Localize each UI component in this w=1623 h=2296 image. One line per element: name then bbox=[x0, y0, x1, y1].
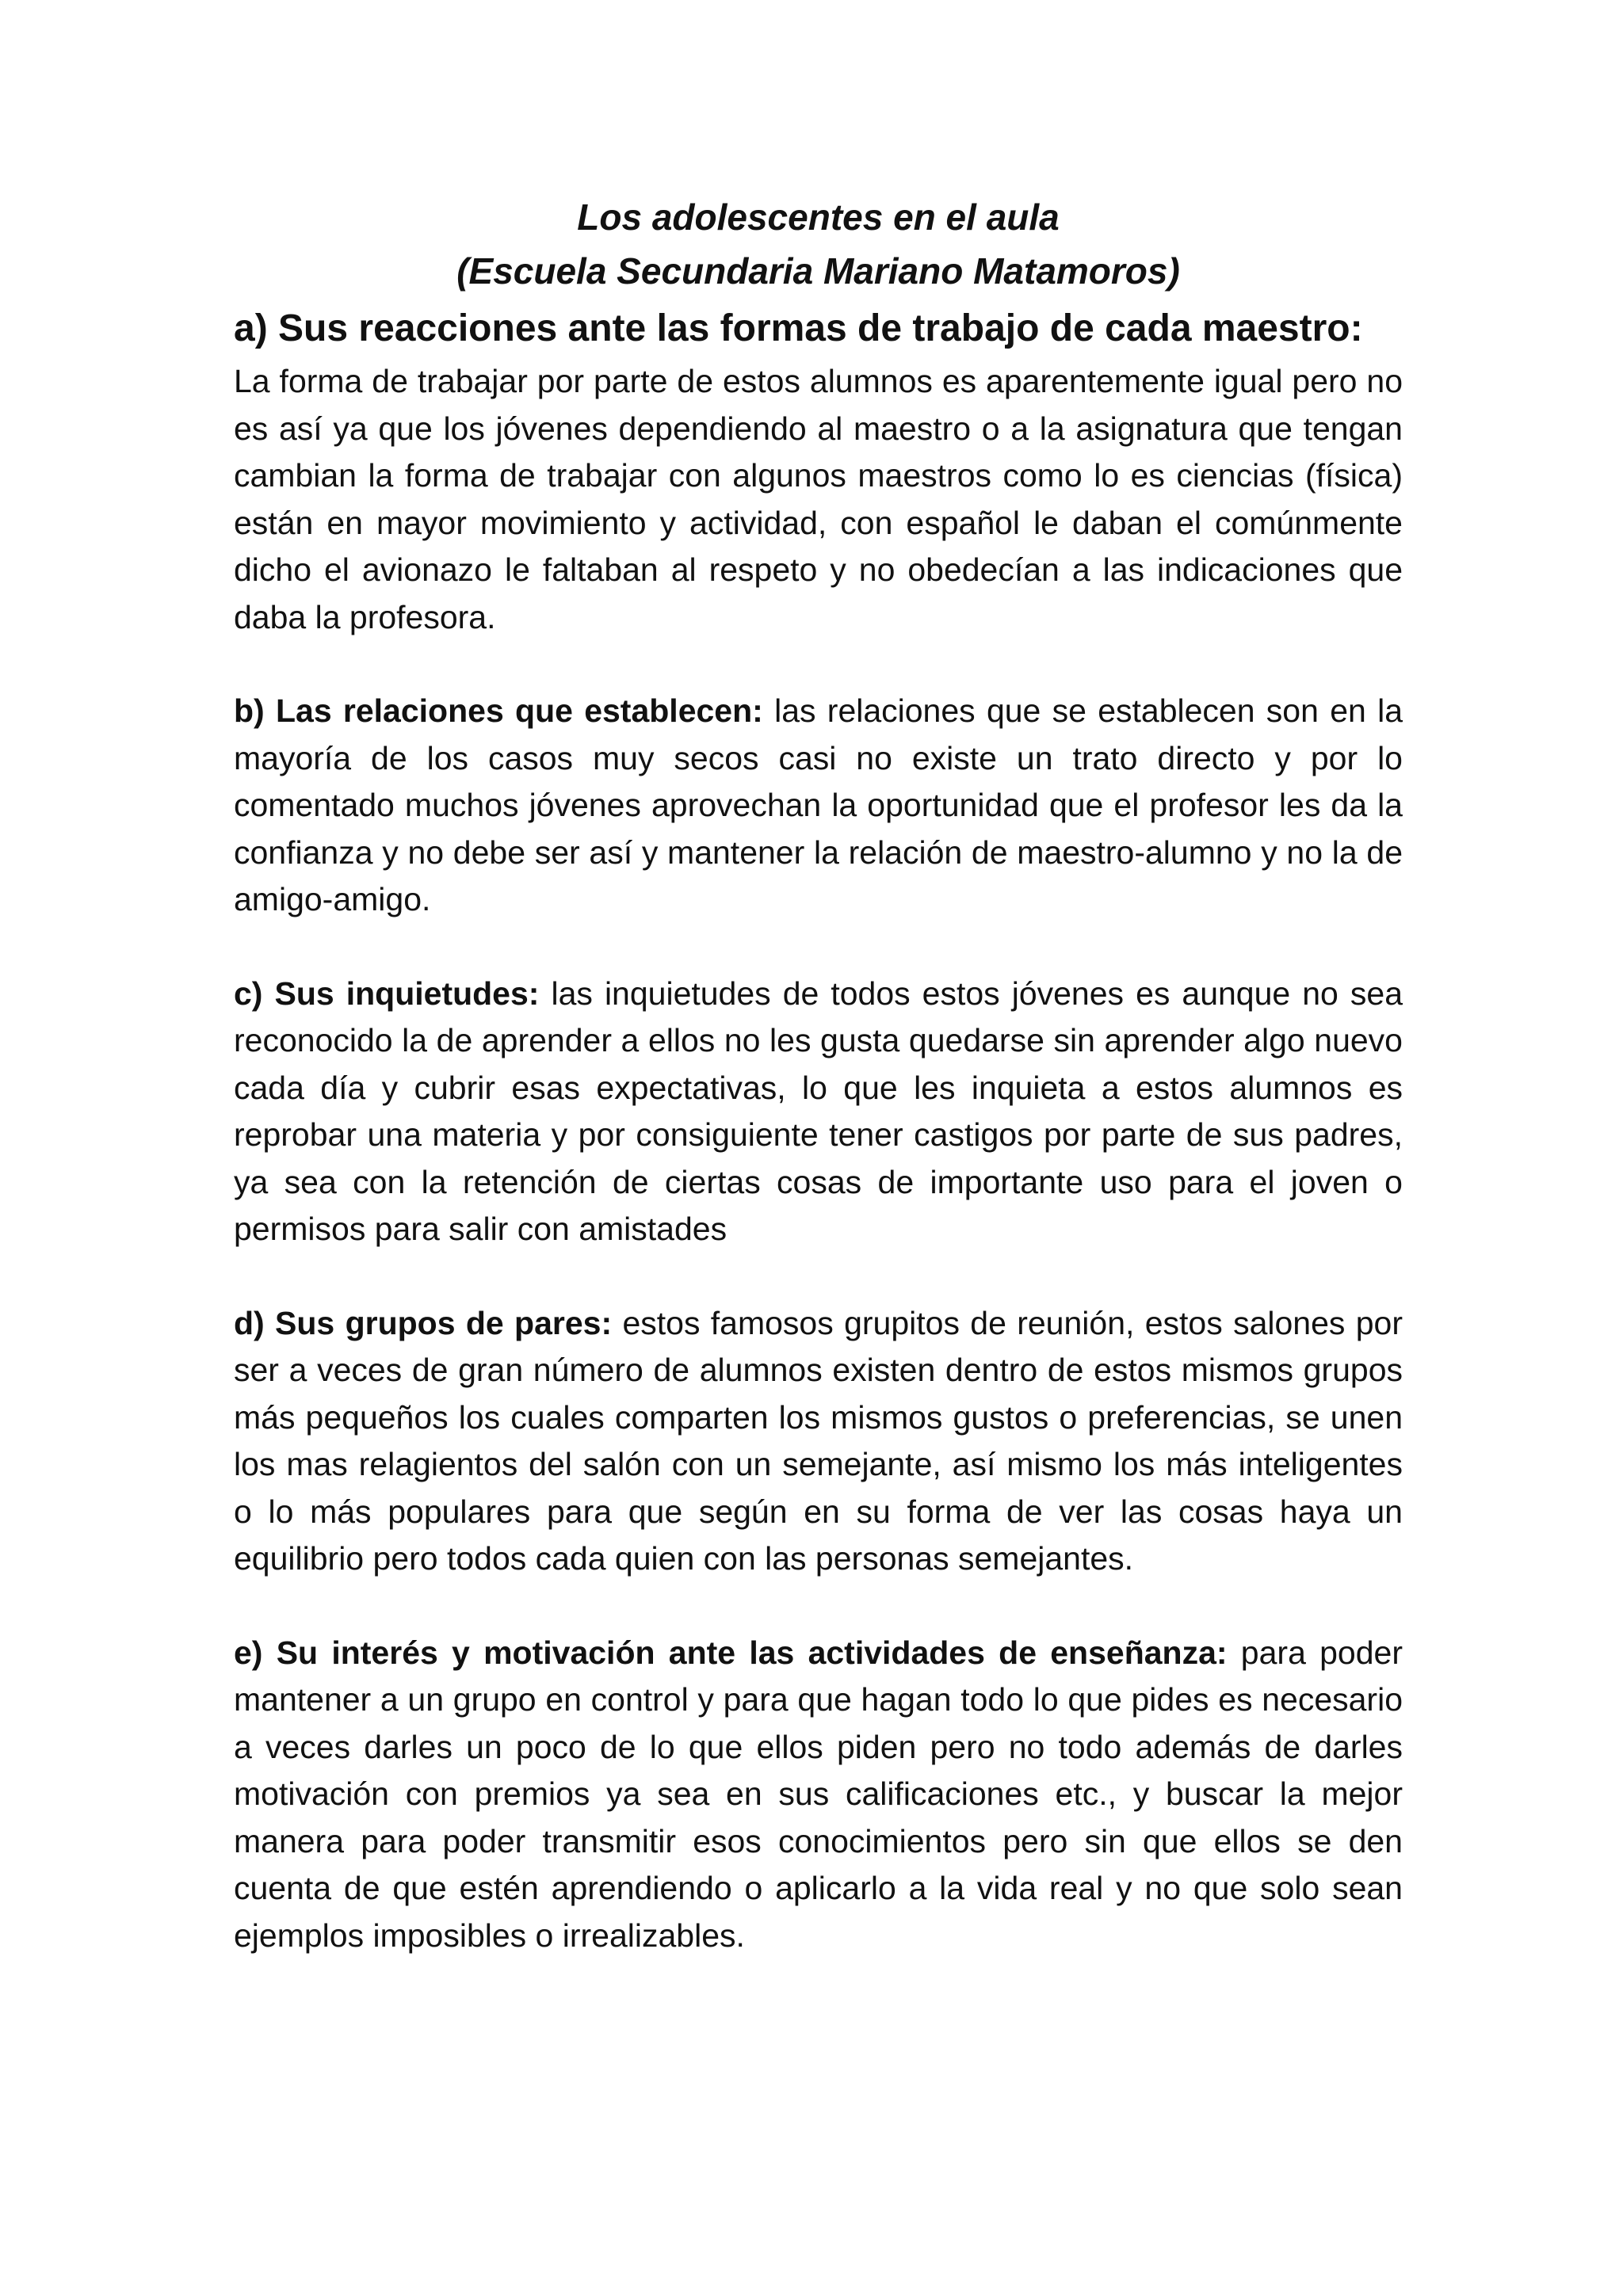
document-page bbox=[234, 190, 1403, 1959]
section-c-label: c) Sus inquietudes: bbox=[234, 974, 540, 1012]
section-d-text: estos famosos grupitos de reunión, estos salones por ser a veces de gran número de alumnos existen dentro de estos mismos grupos más pequeños los cuales comparten los mismos gustos o preferencias, se unen los mas relagientos del salón con un semejante, así mismo los más inteligentes o lo más populares para que según en su forma de ver las cosas haya un equilibrio pero todos cada quien con las personas semejantes. bbox=[234, 1304, 1403, 1577]
document-subtitle: (Escuela Secundaria Mariano Matamoros) bbox=[456, 250, 1180, 292]
section-a-heading: a) Sus reacciones ante las formas de trabajo de cada maestro: bbox=[234, 307, 1363, 349]
section-e-label: e) Su interés y motivación ante las actividades de enseñanza: bbox=[234, 1634, 1228, 1671]
section-d-label: d) Sus grupos de pares: bbox=[234, 1304, 613, 1341]
section-a-text: La forma de trabajar por parte de estos alumnos es aparentemente igual pero no es así ya que los jóvenes dependiendo al maestro o a la asignatura que tengan cambian la forma de trabajar con algunos maestros como lo es ciencias (física) están en mayor movimiento y actividad, con español le daban el comúnmente dicho el avionazo le faltaban al respeto y no obedecían a las indicaciones que daba la profesora. bbox=[234, 363, 1403, 635]
section-c-paragraph bbox=[234, 971, 1403, 1253]
section-c-text: las inquietudes de todos estos jóvenes es aunque no sea reconocido la de aprender a ellos no les gusta quedarse sin aprender algo nuevo cada día y cubrir esas expectativas, lo que les inquieta a estos alumnos es reprobar una materia y por consiguiente tener castigos por parte de sus padres, ya sea con la retención de ciertas cosas de importante uso para el joven o permisos para salir con amistades bbox=[234, 974, 1403, 1247]
document-title: Los adolescentes en el aula bbox=[577, 196, 1060, 238]
section-e-paragraph bbox=[234, 1630, 1403, 1960]
section-d-paragraph bbox=[234, 1300, 1403, 1583]
section-e-text: para poder mantener a un grupo en control y para que hagan todo lo que pides es necesario a veces darles un poco de lo que ellos piden pero no todo además de darles motivación con premios ya sea en sus calificaciones etc., y buscar la mejor manera para poder transmitir esos conocimientos pero sin que ellos se den cuenta de que estén aprendiendo o aplicarlo a la vida real y no que solo sean ejemplos imposibles o irrealizables. bbox=[234, 1634, 1403, 1954]
section-b-text: las relaciones que se establecen son en la mayoría de los casos muy secos casi no existe un trato directo y por lo comentado muchos jóvenes aprovechan la oportunidad que el profesor les da la confianza y no debe ser así y mantener la relación de maestro-alumno y no la de amigo-amigo. bbox=[234, 692, 1403, 917]
section-b-paragraph bbox=[234, 688, 1403, 924]
section-b-label: b) Las relaciones que establecen: bbox=[234, 692, 763, 729]
